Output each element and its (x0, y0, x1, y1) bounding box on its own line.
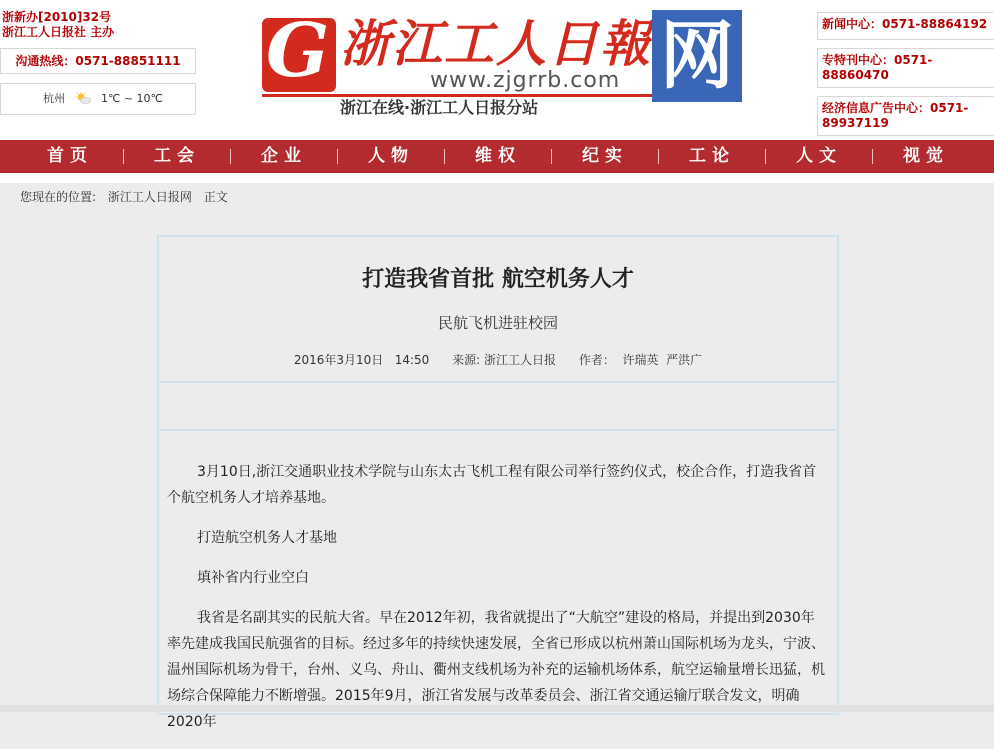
sun-cloud-icon (75, 92, 91, 104)
nav-item-commentary[interactable]: 工论 (689, 146, 735, 166)
divider (159, 381, 837, 383)
article-title: 打造我省首批 航空机务人才 (362, 267, 634, 292)
contact-news: 新闻中心：0571-88864192 (817, 12, 994, 40)
breadcrumb-current: 正文 (203, 190, 228, 204)
site-logo[interactable] (262, 8, 742, 122)
logo-subtitle: 浙江在线·浙江工人日报分站 (340, 98, 539, 117)
publisher: 浙江工人日报社 主办 (2, 25, 115, 39)
article-paragraph: 填补省内行业空白 (197, 570, 309, 586)
horizontal-scrollbar[interactable] (0, 705, 994, 712)
logo-g-badge: G (262, 18, 336, 92)
breadcrumb (20, 188, 236, 206)
weather-widget (0, 83, 196, 115)
nav-item-visual[interactable]: 视觉 (903, 146, 949, 166)
logo-wang-badge: 网 (652, 10, 742, 102)
weather-temp: 1℃ ~ 10℃ (101, 92, 163, 105)
article-panel (157, 235, 839, 730)
logo-url: www.zjgrrb.com (430, 68, 621, 93)
article-subtitle: 民航飞机进驻校园 (437, 314, 558, 332)
main-nav (0, 140, 994, 173)
article-paragraph: 我省是名副其实的民航大省。早在2012年初，我省就提出了“大航空”建设的格局，并提出到2030年率先建成我国民航强省的目标。经过多年的持续快速发展，全省已形成以杭州萧山国际机场为龙头，宁波、温州国际机场为骨干，台州、义乌、舟山、衢州支线机场为补充的运输机场体系，航空运输量增长迅猛，机场综合保障能力不断增强。2015年9月，浙江省发展与改革委员会、浙江省交通运输厅联合发文，明确2020年 (167, 610, 825, 730)
weather-city: 杭州 (43, 92, 65, 105)
site-header (0, 0, 994, 140)
nav-bottom-strip (0, 173, 994, 183)
nav-item-union[interactable]: 工会 (154, 146, 200, 166)
nav-item-humanities[interactable]: 人文 (796, 146, 842, 166)
nav-item-rights[interactable]: 维权 (475, 146, 521, 166)
logo-divider (262, 94, 652, 97)
article-meta: 2016年3月10日 14:50 来源: 浙江工人日报 作者： 许瑞英 严洪广 (293, 353, 703, 367)
contact-ads: 经济信息广告中心：0571-89937119 (817, 96, 994, 136)
nav-item-documentary[interactable]: 纪实 (582, 146, 628, 166)
license-number: 浙新办[2010]32号 (2, 10, 112, 24)
hotline: 沟通热线：0571-88851111 (0, 48, 196, 74)
breadcrumb-site-link[interactable]: 浙江工人日报网 (107, 190, 192, 204)
article-paragraph: 打造航空机务人才基地 (197, 530, 337, 546)
article-paragraph: 3月10日,浙江交通职业技术学院与山东太古飞机工程有限公司举行签约仪式，校企合作，打造我省首个航空机务人才培养基地。 (167, 464, 817, 506)
license-info (0, 10, 200, 40)
breadcrumb-prefix: 您现在的位置: (20, 190, 97, 204)
nav-item-enterprise[interactable]: 企业 (261, 146, 307, 166)
divider (159, 429, 837, 431)
contact-special: 专特刊中心：0571-88860470 (817, 48, 994, 88)
nav-item-people[interactable]: 人物 (368, 146, 414, 166)
nav-item-home[interactable]: 首页 (47, 146, 93, 166)
logo-title: 浙江工人日報 (340, 14, 652, 73)
